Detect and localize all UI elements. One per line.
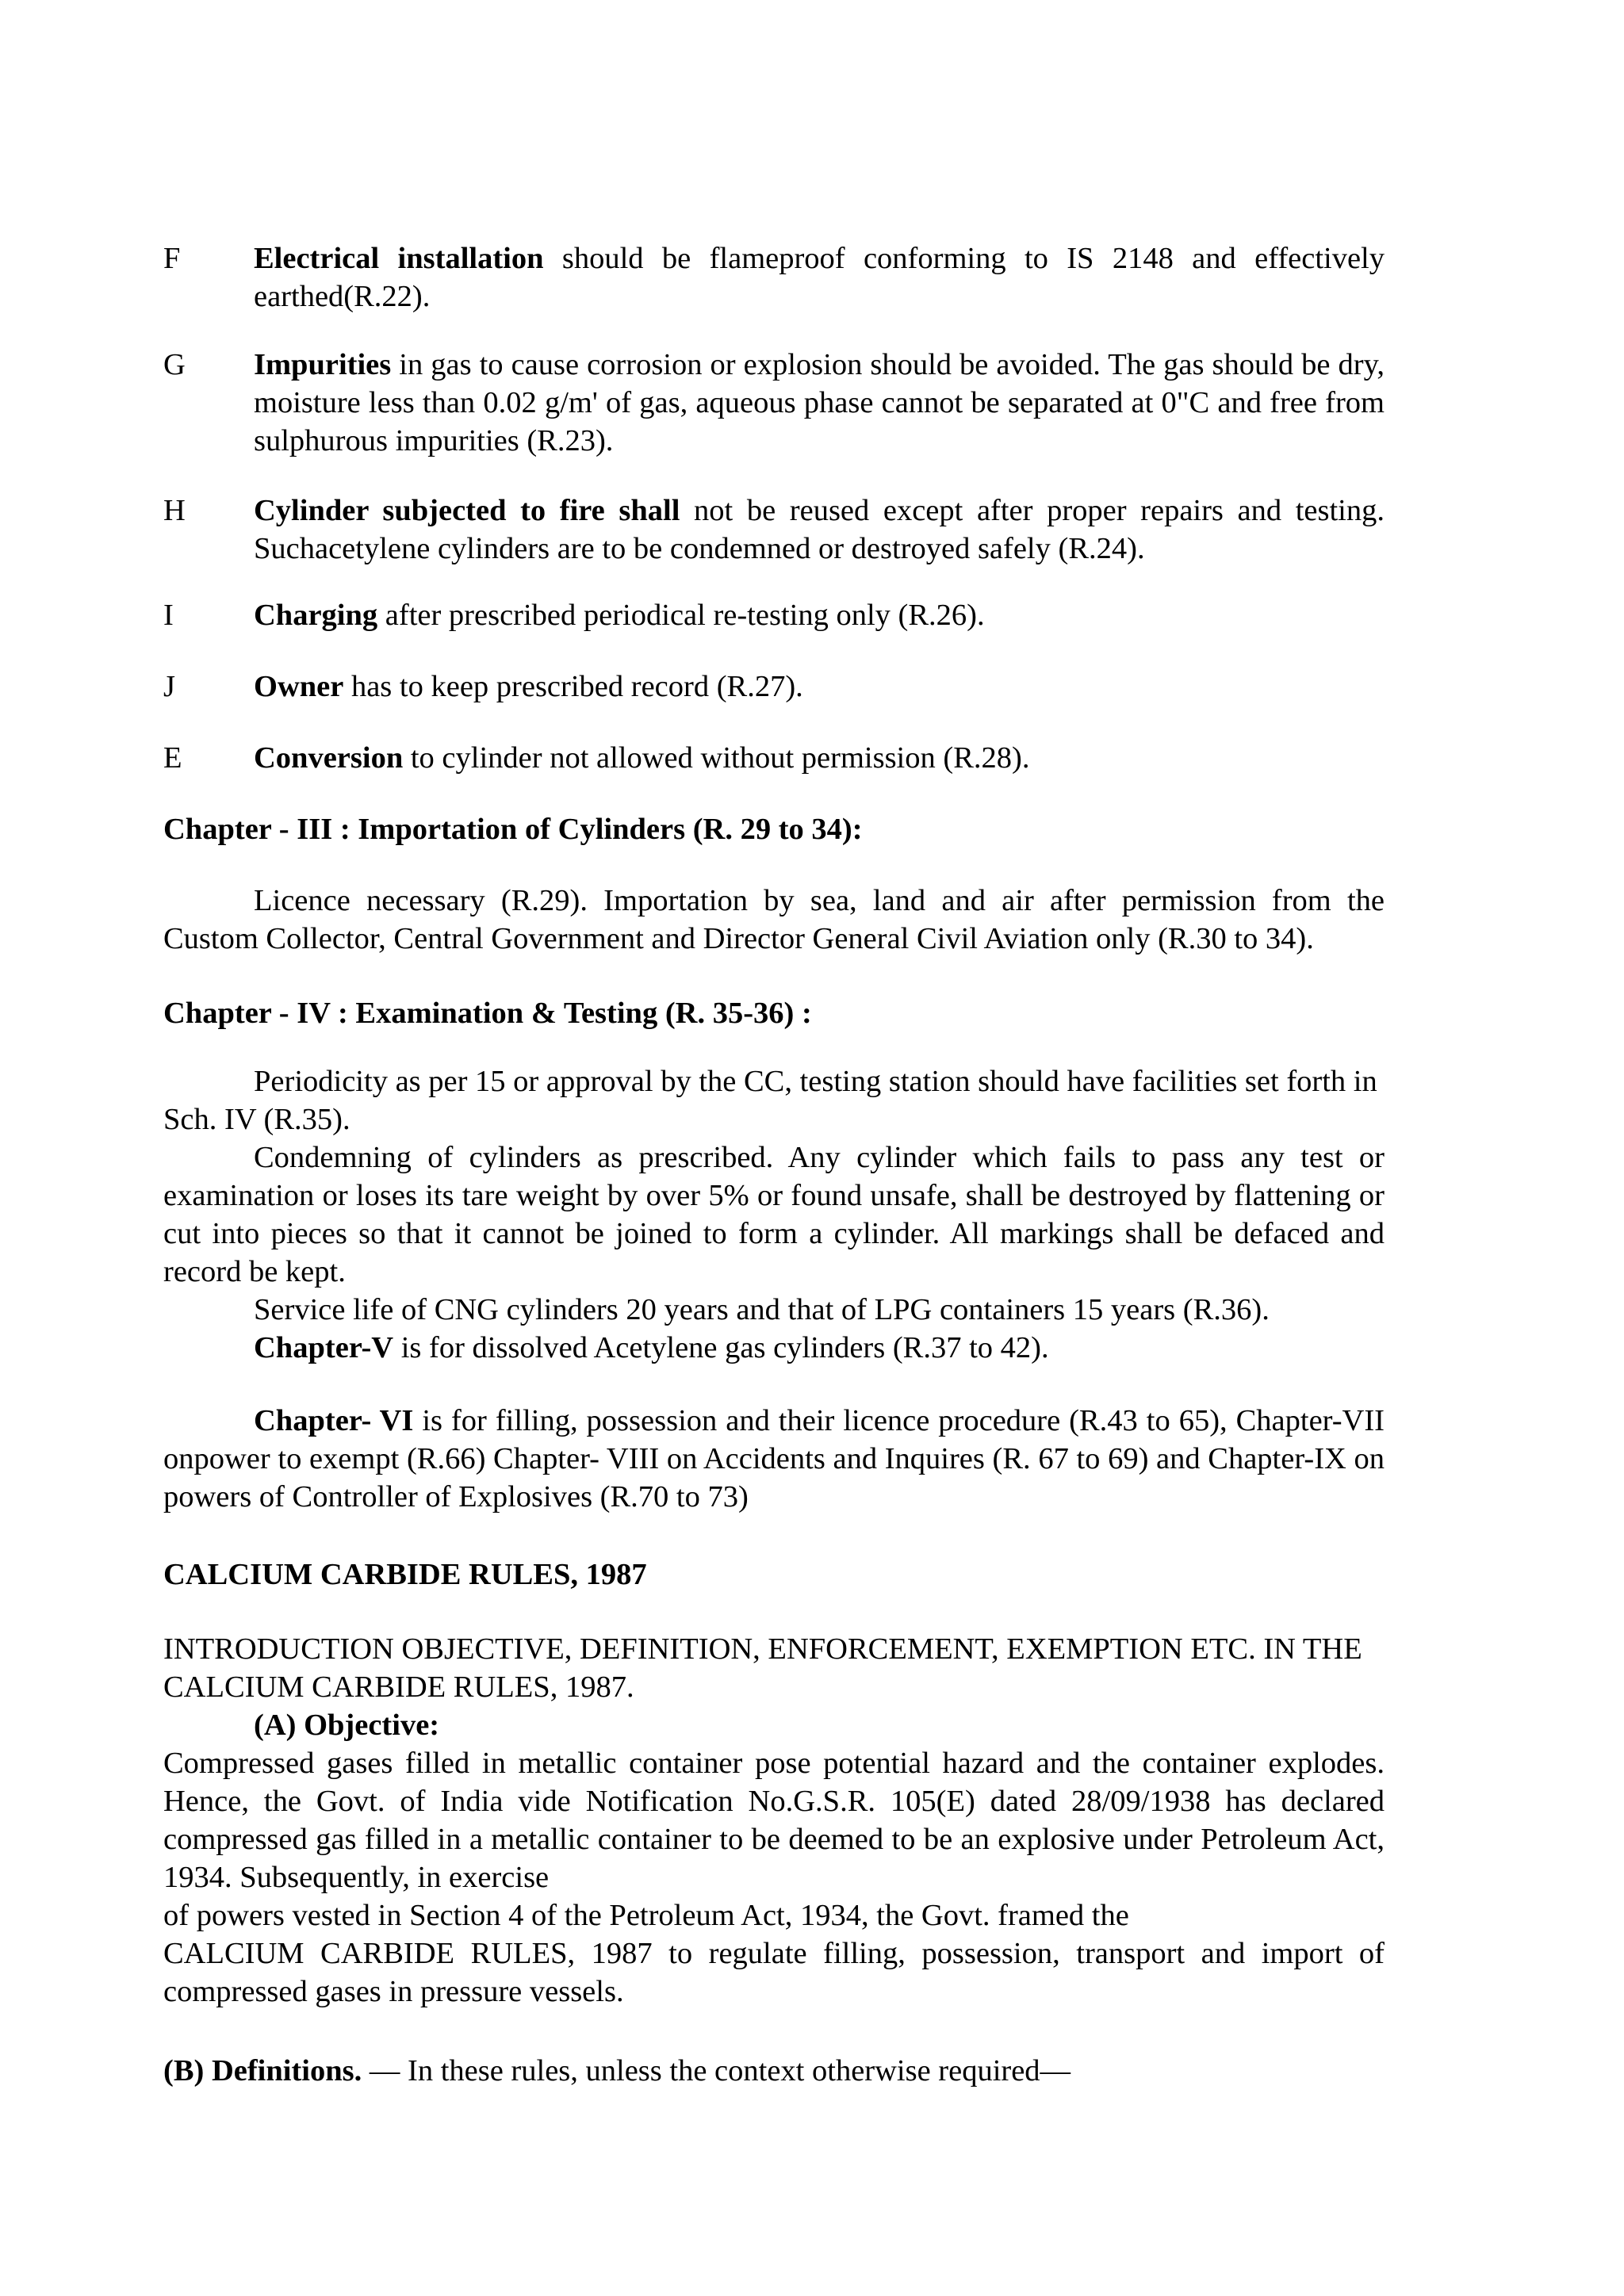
item-letter: I <box>163 599 174 632</box>
objective-line-3: CALCIUM CARBIDE RULES, 1987 to regulate filling, possession, transport and import of compressed gases in pressure vessels. <box>163 1937 1385 2008</box>
chapter-4-paragraph-2: Condemning of cylinders as prescribed. Any cylinder which fails to pass any test or examination or loses its tare weight by over 5% or found unsafe, shall be destroyed by flattening or cut into pieces so that it cannot be joined to form a cylinder. All markings shall be defaced and record be kept. <box>163 1141 1385 1288</box>
calcium-body <box>163 1630 1385 2011</box>
calcium-heading: CALCIUM CARBIDE RULES, 1987 <box>163 1558 647 1591</box>
item-body: Impurities in gas to cause corrosion or explosion should be avoided. The gas should be dry, moisture less than 0.02 g/m' of gas, aqueous phase cannot be separated at 0"C and free from sulphurous impurities (R.23). <box>254 348 1385 457</box>
calcium-intro: INTRODUCTION OBJECTIVE, DEFINITION, ENFORCEMENT, EXEMPTION ETC. IN THE CALCIUM CARBIDE RULES, 1987. <box>163 1632 1362 1704</box>
item-letter: F <box>163 242 181 275</box>
chapter-3-heading: Chapter - III : Importation of Cylinders (R. 29 to 34): <box>163 813 863 846</box>
list-item-i <box>163 596 1385 634</box>
item-letter: G <box>163 348 186 381</box>
list-item-e <box>163 739 1385 777</box>
chapter-4-body <box>163 1062 1385 1367</box>
list-item-j <box>163 668 1385 706</box>
list-item-h <box>163 492 1385 568</box>
chapter-6-paragraph: Chapter- VI is for filling, possession and their licence procedure (R.43 to 65), Chapter-VII onpower to exempt (R.66) Chapter- VIII on Accidents and Inquires (R. 67 to 69) and Chapter-IX on powers of Controller of Explosives (R.70 to 73) <box>163 1404 1385 1513</box>
list-item-g <box>163 346 1385 460</box>
item-body: Charging after prescribed periodical re-testing only (R.26). <box>254 599 985 632</box>
objective-paragraph: Compressed gases filled in metallic container pose potential hazard and the container explodes. Hence, the Govt. of India vide Notification No.G.S.R. 105(E) dated 28/09/1938 has declared compressed gas filled in a metallic container to be deemed to be an explosive under Petroleum Act, 1934. Subsequently, in exercise <box>163 1747 1385 1894</box>
item-body: Cylinder subjected to fire shall not be reused except after proper repairs and testing. Suchacetylene cylinders are to be condemned or destroyed safely (R.24). <box>254 494 1385 565</box>
definitions-paragraph: (B) Definitions. — In these rules, unless the context otherwise required— <box>163 2054 1071 2087</box>
chapter-3-paragraph: Licence necessary (R.29). Importation by sea, land and air after permission from the Custom Collector, Central Government and Director General Civil Aviation only (R.30 to 34). <box>163 884 1385 955</box>
item-body: Owner has to keep prescribed record (R.27). <box>254 670 803 703</box>
chapter-4-paragraph-4: Chapter-V is for dissolved Acetylene gas cylinders (R.37 to 42). <box>254 1331 1049 1364</box>
objective-heading: (A) Objective: <box>254 1709 440 1742</box>
chapter-4-paragraph-3: Service life of CNG cylinders 20 years and that of LPG containers 15 years (R.36). <box>254 1293 1270 1326</box>
item-letter: H <box>163 494 186 527</box>
item-letter: E <box>163 741 182 775</box>
chapter-4-paragraph-1: Periodicity as per 15 or approval by the CC, testing station should have facilities set forth in Sch. IV (R.35). <box>163 1065 1377 1136</box>
chapter-4-heading: Chapter - IV : Examination & Testing (R. 35-36) : <box>163 997 812 1030</box>
item-letter: J <box>163 670 175 703</box>
objective-line-2: of powers vested in Section 4 of the Petroleum Act, 1934, the Govt. framed the <box>163 1899 1129 1932</box>
item-body: Electrical installation should be flameproof conforming to IS 2148 and effectively earthed(R.22). <box>254 242 1385 313</box>
list-item-f <box>163 239 1385 316</box>
item-body: Conversion to cylinder not allowed without permission (R.28). <box>254 741 1030 775</box>
